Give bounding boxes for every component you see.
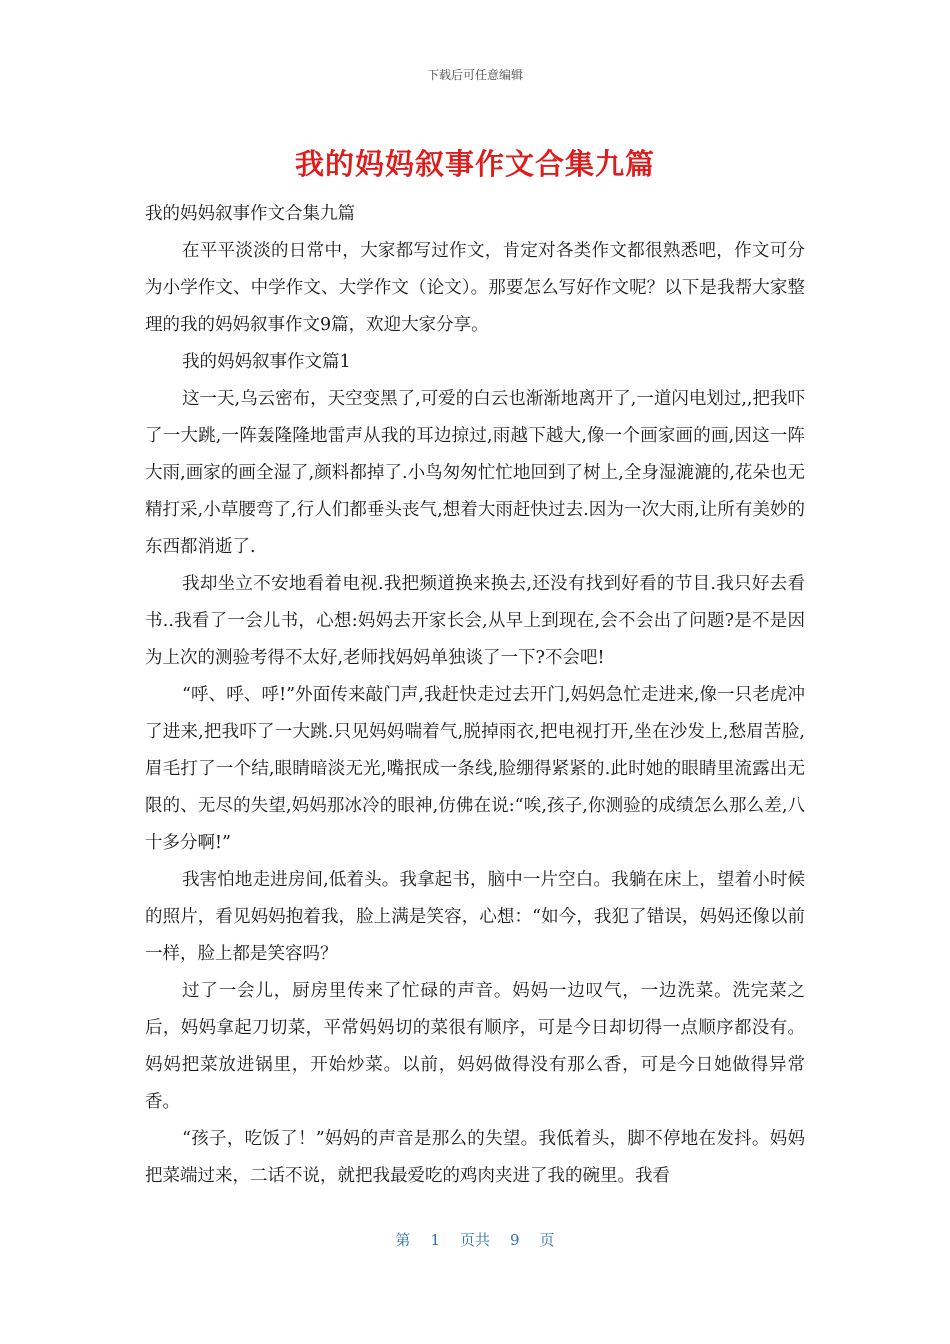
paragraph: 过了一会儿，厨房里传来了忙碌的声音。妈妈一边叹气，一边洗菜。洗完菜之后，妈妈拿起刀切菜，平常妈妈切的菜很有顺序，可是今日却切得一点顺序都没有。妈妈把菜放进锅里，开始炒菜。以前，妈妈做得没有那么香，可是今日她做得异常香。 — [145, 981, 805, 1112]
paragraph: 这一天,乌云密布，天空变黑了,可爱的白云也渐渐地离开了,一道闪电划过,,把我吓了一大跳,一阵轰隆隆地雷声从我的耳边掠过,雨越下越大,像一个画家画的画,因这一阵大雨,画家的画全湿了,颜料都掉了.小鸟匆匆忙忙地回到了树上,全身湿漉漉的,花朵也无精打采,小草腰弯了,行人们都垂头丧气,想着大雨赶快过去.因为一次大雨,让所有美妙的东西都消逝了. — [145, 389, 805, 557]
footer-suffix: 页 — [539, 1231, 555, 1249]
document-body — [145, 196, 805, 1195]
paragraph: “呼、呼、呼!”外面传来敲门声,我赶快走过去开门,妈妈急忙走进来,像一只老虎冲了进来,把我吓了一大跳.只见妈妈喘着气,脱掉雨衣,把电视打开,坐在沙发上,愁眉苦脸,眉毛打了一个结,眼睛暗淡无光,嘴抿成一条线,脸绷得紧紧的.此时她的眼睛里流露出无限的、无尽的失望,妈妈那冰冷的眼神,仿佛在说:“唉,孩子,你测验的成绩怎么那么差,八十多分啊!” — [145, 685, 805, 853]
page-header: 下载后可任意编辑 — [426, 68, 523, 82]
footer-page-total: 9 — [510, 1231, 520, 1249]
footer-page-current: 1 — [430, 1231, 440, 1249]
paragraph: “孩子，吃饭了！”妈妈的声音是那么的失望。我低着头，脚不停地在发抖。妈妈把菜端过来，二话不说，就把我最爱吃的鸡肉夹进了我的碗里。我看 — [145, 1129, 805, 1186]
paragraph: 在平平淡淡的日常中，大家都写过作文，肯定对各类作文都很熟悉吧，作文可分为小学作文、中学作文、大学作文（论文）。那要怎么写好作文呢？以下是我帮大家整理的我的妈妈叙事作文9篇，欢迎大家分享。 — [145, 241, 805, 335]
footer-mid: 页共 — [459, 1231, 490, 1249]
page-footer — [0, 1229, 950, 1250]
document-subtitle: 我的妈妈叙事作文合集九篇 — [145, 204, 355, 224]
paragraph: 我却坐立不安地看着电视.我把频道换来换去,还没有找到好看的节目.我只好去看书..我看了一会儿书，心想:妈妈去开家长会,从早上到现在,会不会出了问题?是不是因为上次的测验考得不太好,老师找妈妈单独谈了一下?不会吧! — [145, 574, 805, 668]
document-title: 我的妈妈叙事作文合集九篇 — [294, 147, 655, 181]
footer-prefix: 第 — [395, 1231, 411, 1249]
section-heading: 我的妈妈叙事作文篇1 — [182, 352, 351, 372]
paragraph: 我害怕地走进房间,低着头。我拿起书，脑中一片空白。我躺在床上，望着小时候的照片，看见妈妈抱着我，脸上满是笑容，心想：“如今，我犯了错误，妈妈还像以前一样，脸上都是笑容吗？ — [145, 870, 805, 964]
